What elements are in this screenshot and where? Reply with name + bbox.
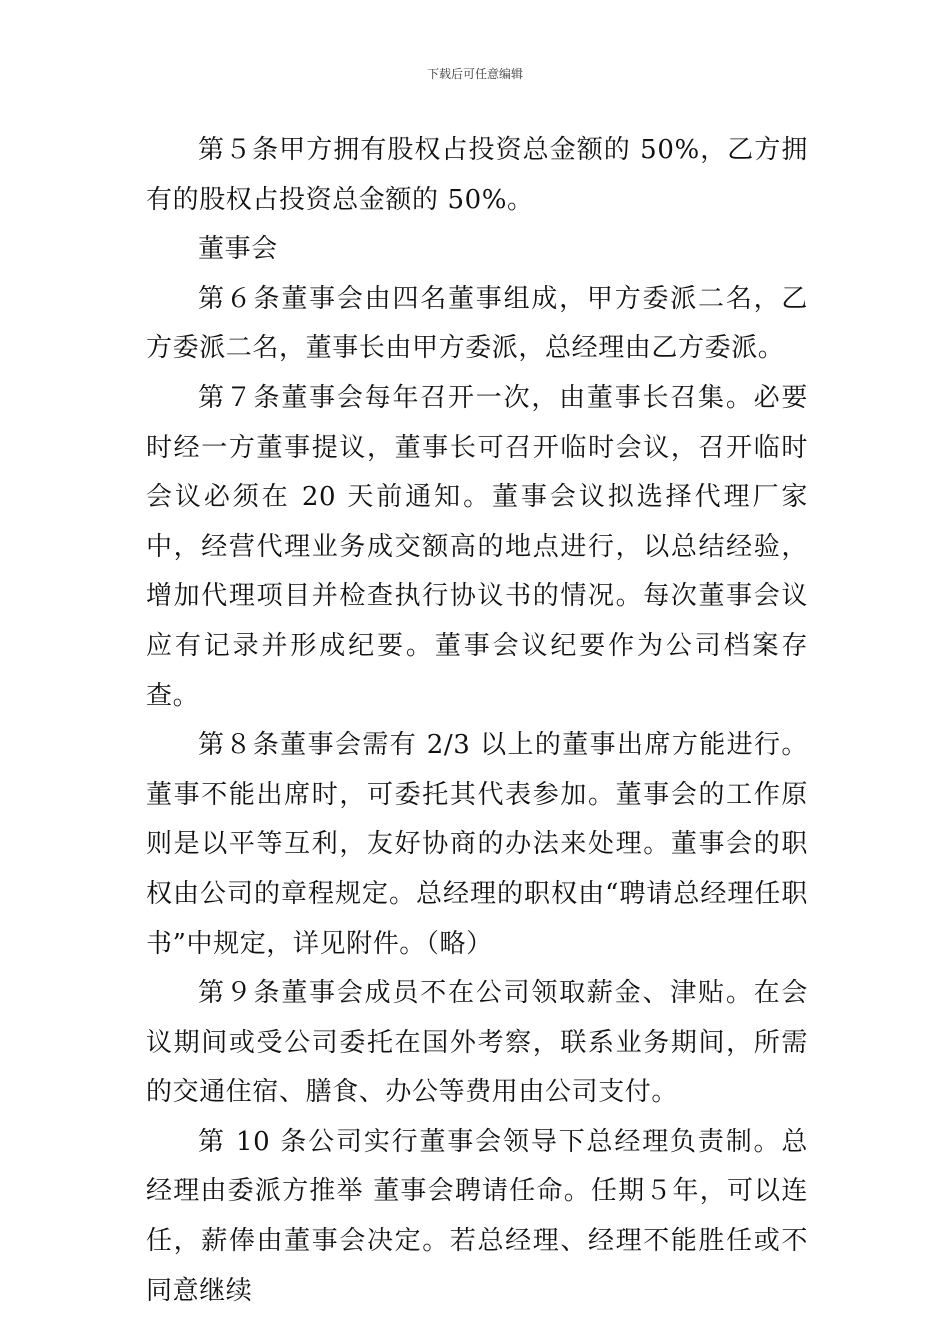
article-8-paragraph: 第８条董事会需有 2/3 以上的董事出席方能进行。董事不能出席时，可委托其代表参加。董事会的工作原则是以平等互利，友好协商的办法来处理。董事会的职权由公司的章程规定。总经理的职权由“聘请总经理任职书”中规定，详见附件。（略）	[146, 730, 808, 959]
section-heading-board: 董事会	[198, 234, 278, 265]
article-10-paragraph: 第 10 条公司实行董事会领导下总经理负责制。总经理由委派方推举 董事会聘请任命。任期５年，可以连任，薪俸由董事会决定。若总经理、经理不能胜任或不同意继续	[146, 1126, 808, 1306]
article-7-paragraph: 第７条董事会每年召开一次，由董事长召集。必要时经一方董事提议，董事长可召开临时会议，召开临时会议必须在 20 天前通知。董事会议拟选择代理厂家中，经营代理业务成交额高的地点进行，以总结经验，增加代理项目并检查执行协议书的情况。每次董事会议应有记录并形成纪要。董事会议纪要作为公司档案存查。	[146, 382, 808, 711]
article-5-paragraph: 第５条甲方拥有股权占投资总金额的 50%，乙方拥有的股权占投资总金额的 50%。	[146, 135, 808, 215]
article-6-paragraph: 第６条董事会由四名董事组成，甲方委派二名，乙方委派二名，董事长由甲方委派，总经理由乙方委派。	[146, 283, 808, 364]
document-body	[146, 126, 808, 1316]
page-header: 下载后可任意编辑	[426, 67, 523, 81]
article-9-paragraph: 第９条董事会成员不在公司领取薪金、津贴。在会议期间或受公司委托在国外考察，联系业务期间，所需的交通住宿、膳食、办公等费用由公司支付。	[146, 978, 808, 1108]
